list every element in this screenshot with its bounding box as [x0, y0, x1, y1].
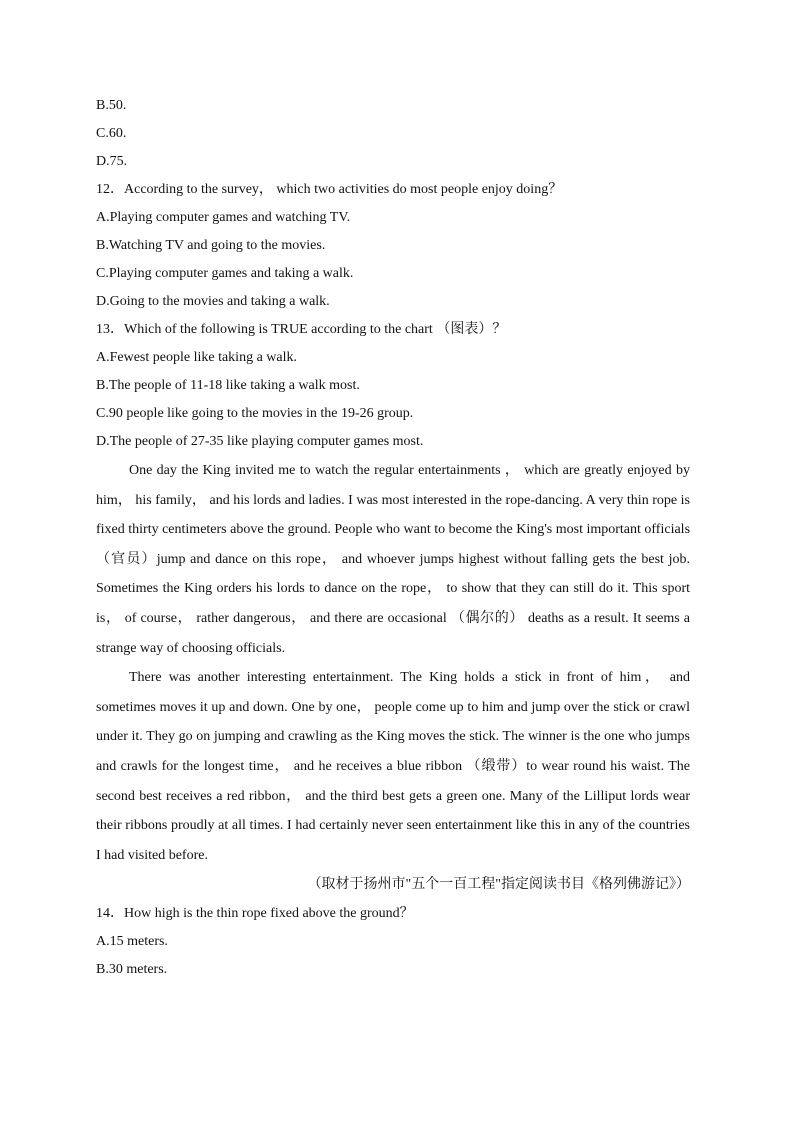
q11-option-d: D.75. — [96, 154, 128, 169]
q13-option-c: C.90 people like going to the movies in the 19-26 group. — [96, 406, 414, 421]
q12-option-c: C.Playing computer games and taking a walk. — [96, 266, 354, 281]
passage-paragraph-2: There was another interesting entertainment. The King holds a stick in front of him， and sometimes moves it up and down. One by one， people come up to him and jump over the stick or crawl under it. They go on jumping and crawling as the King moves the stick. The winner is the one who jumps and crawls for the longest time， and he receives a blue ribbon （缎带）to wear round his waist. The second best receives a red ribbon， and the third best gets a green one. Many of the Lilliput lords wear their ribbons proudly at all times. I had certainly never seen entertainment like this in any of the countries I had visited before. — [96, 670, 690, 863]
q13-option-d: D.The people of 27-35 like playing computer games most. — [96, 434, 424, 449]
q11-option-c: C.60. — [96, 126, 127, 141]
q14-stem: 14．How high is the thin rope fixed above the ground？ — [96, 906, 414, 922]
passage-source: （取材于扬州市"五个一百工程"指定阅读书目《格列佛游记》） — [307, 877, 690, 893]
exam-page — [96, 92, 690, 984]
q12-option-a: A.Playing computer games and watching TV. — [96, 210, 351, 225]
q13-stem: 13．Which of the following is TRUE according to the chart （图表）？ — [96, 322, 507, 337]
q12-stem: 12．According to the survey， which two activities do most people enjoy doing？ — [96, 182, 563, 197]
q13-option-b: B.The people of 11-18 like taking a walk most. — [96, 378, 360, 393]
q14-option-a: A.15 meters. — [96, 934, 168, 950]
q12-option-d: D.Going to the movies and taking a walk. — [96, 294, 330, 309]
q14-option-b: B.30 meters. — [96, 962, 168, 978]
q11-option-b: B.50. — [96, 98, 127, 113]
q12-option-b: B.Watching TV and going to the movies. — [96, 238, 326, 253]
q13-option-a: A.Fewest people like taking a walk. — [96, 350, 298, 365]
passage-paragraph-1: One day the King invited me to watch the regular entertainments ， which are greatly enjoyed by him， his family， and his lords and ladies. I was most interested in the rope-dancing. A very thin rope is fixed thirty centimeters above the ground. People who want to become the King's most important officials （官员）jump and dance on this rope， and whoever jumps highest without falling gets the best job. Sometimes the King orders his lords to dance on the rope， to show that they can still do it. This sport is， of course， rather dangerous， and there are occasional （偶尔的） deaths as a result. It seems a strange way of choosing officials. — [96, 463, 691, 656]
